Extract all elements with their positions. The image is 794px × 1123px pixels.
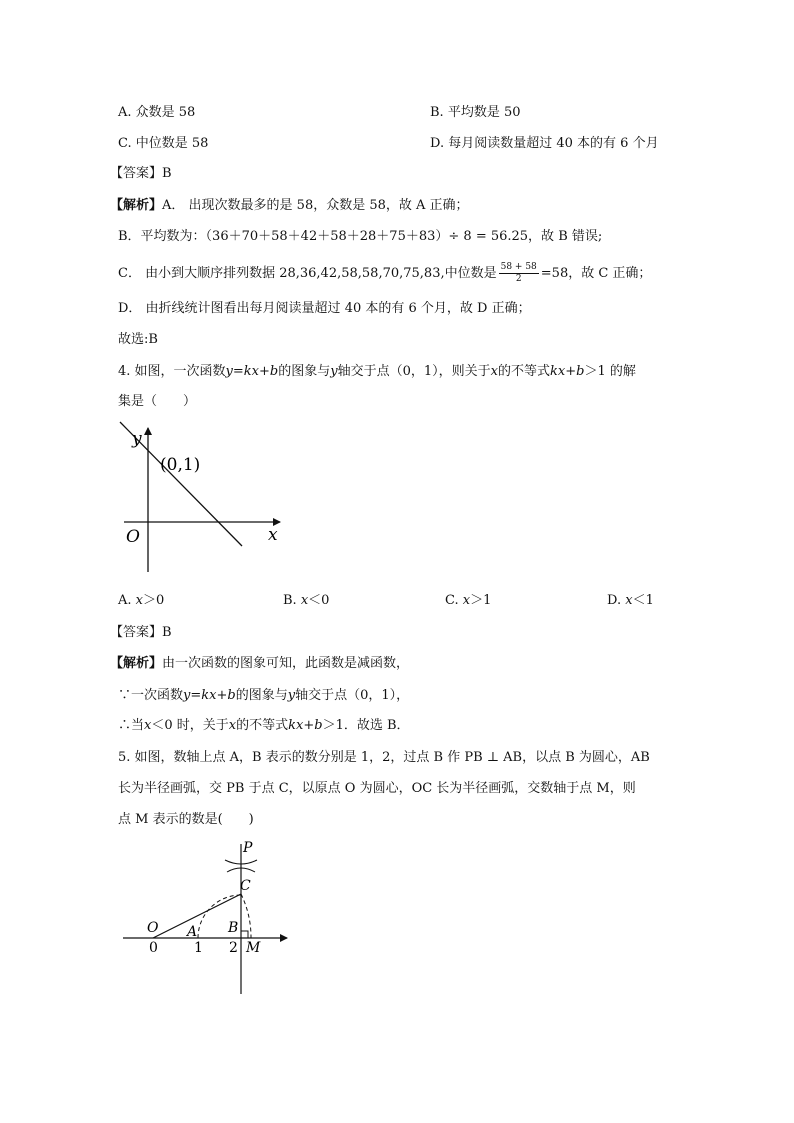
right-angle-mark (241, 931, 248, 938)
q3-answer: 【答案】B (110, 166, 172, 181)
q3-option-d: D. 每月阅读数量超过 40 本的有 6 个月 (430, 136, 659, 151)
q5-stem-line1: 5. 如图，数轴上点 A，B 表示的数分别是 1，2，过点 B 作 PB ⊥ AB，以点 B 为圆心，AB (118, 750, 650, 765)
q4-stem-line2: 集是（ ） (118, 394, 197, 409)
tick-0: 0 (149, 940, 158, 956)
analysis-text: 由一次函数的图象可知，此函数是减函数， (162, 656, 410, 671)
analysis-c-suffix: =58，故 C 正确； (540, 266, 652, 281)
analysis-text: ∴当 (118, 718, 145, 733)
analysis-var: x (144, 718, 152, 733)
analysis-text: ＜0 时，关于 (151, 718, 229, 733)
label-b: B (228, 920, 239, 936)
label-a: A (187, 924, 198, 940)
tick-1: 1 (194, 940, 203, 956)
q4-answer: 【答案】B (110, 625, 172, 640)
q4-option-c (445, 593, 491, 609)
point-label: (0,1) (160, 455, 201, 475)
option-var: x (300, 593, 309, 608)
fraction-denominator: 2 (515, 274, 522, 284)
q3-analysis-d: D． 由折线统计图看出每月阅读量超过 40 本的有 6 个月，故 D 正确； (118, 301, 531, 316)
option-rel: ＜0 (308, 593, 330, 608)
label-p: P (243, 840, 253, 856)
x-axis-label: x (268, 525, 278, 545)
option-rel: ＞1 (470, 593, 492, 608)
analysis-var: y (287, 688, 296, 703)
q4-stem-part: 4. 如图，一次函数 (118, 364, 226, 379)
q3-option-b: B. 平均数是 50 (430, 105, 521, 120)
q3-analysis-b: B．平均数为：（36＋70＋58＋42＋58＋28＋75＋83）÷ 8 = 56.25，故 B 错误; (118, 229, 603, 244)
option-var: x (625, 593, 633, 608)
label-c: C (240, 878, 251, 894)
q4-stem-line1 (118, 364, 636, 380)
analysis-var: x (228, 718, 237, 733)
analysis-eq: kx+b (288, 718, 323, 733)
analysis-label: 【解析】 (110, 198, 163, 213)
q3-conclusion: 故选:B (118, 332, 158, 347)
q4-stem-part: 的图象与 (278, 364, 331, 379)
analysis-eq: y=kx+b (183, 688, 236, 703)
origin-label: O (126, 527, 140, 547)
q4-option-b (283, 593, 329, 609)
median-fraction (499, 262, 539, 285)
label-o: O (147, 920, 159, 936)
q3-option-a: A. 众数是 58 (118, 105, 196, 120)
analysis-text: 轴交于点（0，1）， (295, 688, 410, 703)
q4-graph (110, 420, 295, 585)
option-var: x (462, 593, 471, 608)
option-prefix: B. (283, 593, 297, 608)
q4-stem-part: ＞1 的解 (584, 364, 636, 379)
q5-stem-line2: 长为半径画弧，交 PB 于点 C，以原点 O 为圆心，OC 长为半径画弧，交数轴于点 M，则 (118, 781, 636, 796)
q4-option-a (118, 593, 164, 609)
q4-inequality: kx+b (550, 364, 585, 379)
q4-stem-part: 轴交于点（0，1），则关于 (337, 364, 491, 379)
option-prefix: C. (445, 593, 459, 608)
tick-2: 2 (229, 940, 238, 956)
option-rel: ＞0 (143, 593, 165, 608)
analysis-text: ∵一次函数 (118, 688, 184, 703)
q4-var-y: y (330, 364, 338, 379)
q3-option-c: C. 中位数是 58 (118, 136, 209, 151)
analysis-label: 【解析】 (110, 656, 163, 671)
option-prefix: D. (607, 593, 622, 608)
q4-var-x: x (490, 364, 498, 379)
q4-option-d (607, 593, 654, 609)
option-var: x (135, 593, 144, 608)
q4-analysis-line3 (118, 718, 410, 734)
q4-analysis-line2 (118, 688, 409, 704)
option-prefix: A. (118, 593, 132, 608)
q4-equation: y=kx+b (225, 364, 279, 379)
analysis-text: ＞1．故选 B． (322, 718, 410, 733)
fraction-numerator: 58 + 58 (500, 262, 537, 272)
y-axis-label: y (132, 429, 142, 449)
q4-analysis-line1 (110, 656, 409, 672)
q4-stem-part: 的不等式 (497, 364, 550, 379)
option-rel: ＜1 (632, 593, 654, 608)
label-m: M (246, 940, 261, 956)
q3-analysis-a (110, 198, 469, 214)
q5-number-line-figure (115, 838, 300, 1003)
q3-analysis-c (118, 262, 651, 285)
analysis-c-prefix: C． 由小到大顺序排列数据 28,36,42,58,58,70,75,83,中位数是 (118, 266, 497, 281)
analysis-text: 的图象与 (235, 688, 288, 703)
analysis-a-text: A． 出现次数最多的是 58，众数是 58，故 A 正确； (162, 198, 469, 213)
analysis-text: 的不等式 (236, 718, 289, 733)
q5-stem-line3: 点 M 表示的数是( ) (118, 812, 254, 827)
